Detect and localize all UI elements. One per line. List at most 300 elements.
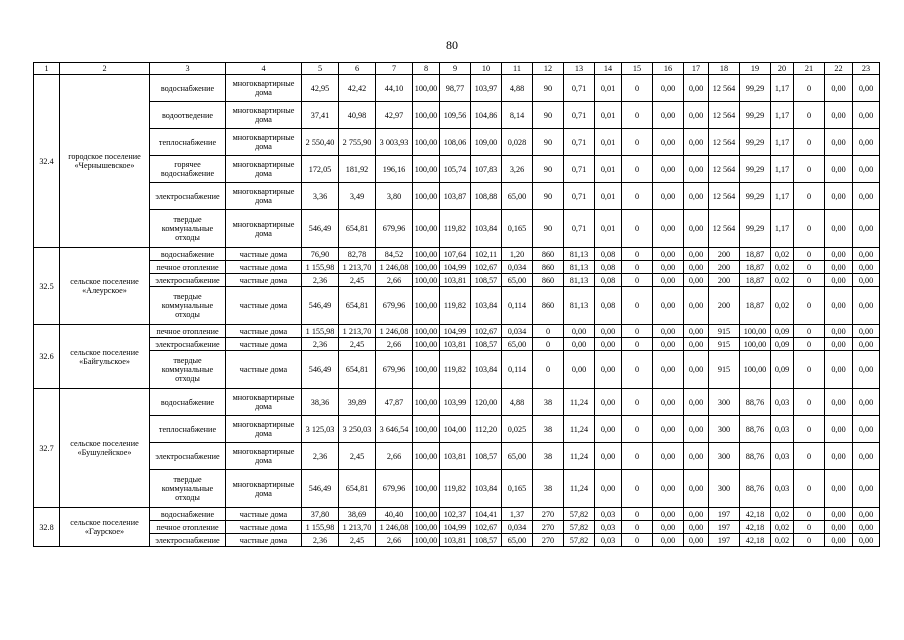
value-cell: 38 (533, 443, 564, 470)
value-cell: 1 213,70 (339, 521, 376, 534)
value-cell: 102,67 (471, 261, 502, 274)
value-cell: 88,76 (740, 443, 771, 470)
value-cell: 0,71 (564, 210, 595, 248)
value-cell: 0,00 (653, 470, 684, 508)
value-cell: 1 213,70 (339, 261, 376, 274)
value-cell: 0,00 (825, 129, 853, 156)
value-cell: 1,17 (771, 102, 794, 129)
value-cell: 0,00 (684, 183, 709, 210)
value-cell: 3,80 (376, 183, 413, 210)
service-type-cell: водоснабжение (150, 508, 226, 521)
value-cell: 108,57 (471, 274, 502, 287)
value-cell: 11,24 (564, 416, 595, 443)
value-cell: 42,18 (740, 508, 771, 521)
value-cell: 0,08 (595, 248, 622, 261)
value-cell: 90 (533, 183, 564, 210)
value-cell: 0 (794, 534, 825, 547)
value-cell: 2,66 (376, 534, 413, 547)
value-cell: 0,00 (653, 389, 684, 416)
value-cell: 1,17 (771, 156, 794, 183)
value-cell: 107,64 (440, 248, 471, 261)
value-cell: 915 (709, 338, 740, 351)
value-cell: 0,00 (825, 102, 853, 129)
value-cell: 196,16 (376, 156, 413, 183)
value-cell: 0,00 (653, 156, 684, 183)
value-cell: 0,00 (825, 534, 853, 547)
value-cell: 12 564 (709, 102, 740, 129)
column-number-header: 13 (564, 63, 595, 75)
value-cell: 3 250,03 (339, 416, 376, 443)
data-table (33, 62, 880, 547)
value-cell: 38,69 (339, 508, 376, 521)
value-cell: 0,00 (653, 210, 684, 248)
value-cell: 0,00 (853, 325, 880, 338)
value-cell: 40,40 (376, 508, 413, 521)
value-cell: 11,24 (564, 470, 595, 508)
value-cell: 0,03 (595, 521, 622, 534)
column-number-header: 9 (440, 63, 471, 75)
value-cell: 18,87 (740, 248, 771, 261)
value-cell: 0,034 (502, 261, 533, 274)
value-cell: 0,00 (853, 248, 880, 261)
value-cell: 0,00 (684, 261, 709, 274)
value-cell: 0,01 (595, 129, 622, 156)
value-cell: 100,00 (413, 389, 440, 416)
value-cell: 0 (794, 389, 825, 416)
value-cell: 84,52 (376, 248, 413, 261)
table-row (34, 287, 880, 325)
value-cell: 679,96 (376, 351, 413, 389)
value-cell: 0,00 (853, 534, 880, 547)
value-cell: 0,00 (595, 351, 622, 389)
value-cell: 103,87 (440, 183, 471, 210)
value-cell: 0,00 (653, 102, 684, 129)
settlement-number: 32.8 (34, 508, 60, 547)
value-cell: 0 (533, 325, 564, 338)
table-row (34, 274, 880, 287)
value-cell: 0 (622, 521, 653, 534)
value-cell: 40,98 (339, 102, 376, 129)
value-cell: 0,03 (771, 470, 794, 508)
value-cell: 0 (622, 287, 653, 325)
column-number-header: 12 (533, 63, 564, 75)
value-cell: 90 (533, 210, 564, 248)
table-row (34, 338, 880, 351)
value-cell: 0,00 (853, 102, 880, 129)
column-number-header: 17 (684, 63, 709, 75)
value-cell: 0,00 (853, 210, 880, 248)
value-cell: 4,88 (502, 389, 533, 416)
value-cell: 100,00 (413, 416, 440, 443)
value-cell: 0,71 (564, 156, 595, 183)
value-cell: 38,36 (302, 389, 339, 416)
value-cell: 0,02 (771, 287, 794, 325)
value-cell: 65,00 (502, 338, 533, 351)
value-cell: 0,00 (684, 287, 709, 325)
value-cell: 0,02 (771, 521, 794, 534)
value-cell: 0,00 (653, 508, 684, 521)
value-cell: 0,00 (564, 351, 595, 389)
value-cell: 2,45 (339, 534, 376, 547)
value-cell: 81,13 (564, 274, 595, 287)
value-cell: 0,00 (653, 261, 684, 274)
table-row (34, 351, 880, 389)
service-type-cell: водоснабжение (150, 75, 226, 102)
value-cell: 0,00 (684, 156, 709, 183)
value-cell: 546,49 (302, 287, 339, 325)
value-cell: 0,00 (825, 183, 853, 210)
value-cell: 0,09 (771, 338, 794, 351)
value-cell: 200 (709, 248, 740, 261)
value-cell: 57,82 (564, 521, 595, 534)
value-cell: 0,00 (653, 338, 684, 351)
value-cell: 104,41 (471, 508, 502, 521)
value-cell: 65,00 (502, 274, 533, 287)
value-cell: 1 213,70 (339, 325, 376, 338)
value-cell: 100,00 (413, 274, 440, 287)
value-cell: 1 246,08 (376, 261, 413, 274)
value-cell: 102,67 (471, 521, 502, 534)
value-cell: 0 (622, 416, 653, 443)
value-cell: 2,36 (302, 443, 339, 470)
value-cell: 103,99 (440, 389, 471, 416)
value-cell: 0 (622, 389, 653, 416)
value-cell: 3 003,93 (376, 129, 413, 156)
value-cell: 0,03 (771, 389, 794, 416)
column-number-header: 21 (794, 63, 825, 75)
column-number-header: 1 (34, 63, 60, 75)
value-cell: 197 (709, 508, 740, 521)
value-cell: 11,24 (564, 443, 595, 470)
value-cell: 0,00 (684, 75, 709, 102)
value-cell: 679,96 (376, 210, 413, 248)
value-cell: 88,76 (740, 389, 771, 416)
value-cell: 0 (794, 287, 825, 325)
value-cell: 38 (533, 416, 564, 443)
value-cell: 0,034 (502, 521, 533, 534)
housing-type-cell: частные дома (226, 508, 302, 521)
value-cell: 88,76 (740, 416, 771, 443)
value-cell: 42,95 (302, 75, 339, 102)
column-number-header: 3 (150, 63, 226, 75)
value-cell: 99,29 (740, 183, 771, 210)
value-cell: 107,83 (471, 156, 502, 183)
value-cell: 103,81 (440, 443, 471, 470)
value-cell: 0,00 (853, 508, 880, 521)
service-type-cell: твердые коммунальные отходы (150, 210, 226, 248)
value-cell: 0,00 (853, 75, 880, 102)
value-cell: 270 (533, 521, 564, 534)
value-cell: 18,87 (740, 287, 771, 325)
value-cell: 0,00 (684, 443, 709, 470)
table-header-row (34, 63, 880, 75)
value-cell: 100,00 (413, 183, 440, 210)
value-cell: 0,165 (502, 210, 533, 248)
value-cell: 0,00 (853, 443, 880, 470)
value-cell: 39,89 (339, 389, 376, 416)
service-type-cell: теплоснабжение (150, 416, 226, 443)
value-cell: 100,00 (413, 521, 440, 534)
value-cell: 3,36 (302, 183, 339, 210)
value-cell: 0,00 (653, 351, 684, 389)
service-type-cell: горячее водоснабжение (150, 156, 226, 183)
value-cell: 99,29 (740, 129, 771, 156)
value-cell: 0,00 (684, 248, 709, 261)
table-row (34, 156, 880, 183)
value-cell: 0,00 (653, 129, 684, 156)
value-cell: 0,00 (595, 416, 622, 443)
value-cell: 76,90 (302, 248, 339, 261)
value-cell: 0 (622, 183, 653, 210)
value-cell: 100,00 (413, 287, 440, 325)
value-cell: 1 246,08 (376, 521, 413, 534)
value-cell: 81,13 (564, 248, 595, 261)
value-cell: 0,00 (853, 274, 880, 287)
value-cell: 300 (709, 443, 740, 470)
table-row (34, 183, 880, 210)
value-cell: 37,41 (302, 102, 339, 129)
service-type-cell: твердые коммунальные отходы (150, 351, 226, 389)
housing-type-cell: частные дома (226, 338, 302, 351)
value-cell: 679,96 (376, 287, 413, 325)
value-cell: 0 (794, 183, 825, 210)
table-row (34, 325, 880, 338)
value-cell: 0,00 (825, 325, 853, 338)
value-cell: 100,00 (413, 534, 440, 547)
value-cell: 0,00 (825, 508, 853, 521)
value-cell: 654,81 (339, 470, 376, 508)
value-cell: 2,66 (376, 274, 413, 287)
value-cell: 0,09 (771, 351, 794, 389)
value-cell: 0,00 (853, 470, 880, 508)
value-cell: 1,17 (771, 210, 794, 248)
value-cell: 103,81 (440, 338, 471, 351)
value-cell: 0,00 (825, 521, 853, 534)
value-cell: 0,00 (825, 416, 853, 443)
value-cell: 0,00 (825, 274, 853, 287)
value-cell: 1 155,98 (302, 261, 339, 274)
value-cell: 100,00 (413, 443, 440, 470)
value-cell: 0 (622, 248, 653, 261)
value-cell: 100,00 (413, 325, 440, 338)
value-cell: 0,02 (771, 248, 794, 261)
value-cell: 37,80 (302, 508, 339, 521)
value-cell: 0,028 (502, 129, 533, 156)
value-cell: 18,87 (740, 274, 771, 287)
value-cell: 108,06 (440, 129, 471, 156)
value-cell: 0,71 (564, 129, 595, 156)
housing-type-cell: многоквартирные дома (226, 156, 302, 183)
value-cell: 0 (622, 325, 653, 338)
value-cell: 0 (622, 470, 653, 508)
settlement-number: 32.6 (34, 325, 60, 389)
value-cell: 0,034 (502, 325, 533, 338)
value-cell: 81,13 (564, 287, 595, 325)
value-cell: 42,42 (339, 75, 376, 102)
table-row (34, 416, 880, 443)
value-cell: 0,114 (502, 287, 533, 325)
settlement-name: сельское поселение «Гаурское» (60, 508, 150, 547)
value-cell: 0,02 (771, 534, 794, 547)
value-cell: 102,37 (440, 508, 471, 521)
value-cell: 0 (794, 274, 825, 287)
value-cell: 0,00 (595, 470, 622, 508)
value-cell: 546,49 (302, 351, 339, 389)
value-cell: 100,00 (413, 129, 440, 156)
value-cell: 11,24 (564, 389, 595, 416)
value-cell: 860 (533, 287, 564, 325)
value-cell: 120,00 (471, 389, 502, 416)
table-row (34, 75, 880, 102)
value-cell: 0,00 (653, 443, 684, 470)
value-cell: 103,84 (471, 210, 502, 248)
service-type-cell: печное отопление (150, 521, 226, 534)
value-cell: 100,00 (413, 351, 440, 389)
value-cell: 0 (794, 521, 825, 534)
value-cell: 0,00 (825, 351, 853, 389)
value-cell: 104,99 (440, 261, 471, 274)
value-cell: 0,00 (684, 521, 709, 534)
value-cell: 0,08 (595, 274, 622, 287)
housing-type-cell: многоквартирные дома (226, 129, 302, 156)
housing-type-cell: частные дома (226, 521, 302, 534)
value-cell: 1,17 (771, 75, 794, 102)
value-cell: 2 550,40 (302, 129, 339, 156)
value-cell: 0 (794, 102, 825, 129)
value-cell: 0,00 (825, 248, 853, 261)
value-cell: 0 (794, 325, 825, 338)
value-cell: 108,57 (471, 338, 502, 351)
value-cell: 103,97 (471, 75, 502, 102)
value-cell: 300 (709, 416, 740, 443)
settlement-number: 32.5 (34, 248, 60, 325)
value-cell: 104,00 (440, 416, 471, 443)
value-cell: 88,76 (740, 470, 771, 508)
value-cell: 0,00 (595, 338, 622, 351)
value-cell: 99,29 (740, 75, 771, 102)
value-cell: 0 (622, 75, 653, 102)
value-cell: 65,00 (502, 443, 533, 470)
settlement-name: сельское поселение «Бушулейское» (60, 389, 150, 508)
value-cell: 2,36 (302, 338, 339, 351)
value-cell: 119,82 (440, 210, 471, 248)
column-number-header: 7 (376, 63, 413, 75)
value-cell: 0 (622, 156, 653, 183)
column-number-header: 2 (60, 63, 150, 75)
value-cell: 105,74 (440, 156, 471, 183)
value-cell: 0,00 (853, 156, 880, 183)
value-cell: 112,20 (471, 416, 502, 443)
value-cell: 103,84 (471, 287, 502, 325)
value-cell: 0,03 (771, 416, 794, 443)
value-cell: 108,57 (471, 534, 502, 547)
value-cell: 99,29 (740, 102, 771, 129)
value-cell: 98,77 (440, 75, 471, 102)
service-type-cell: электроснабжение (150, 534, 226, 547)
value-cell: 2,45 (339, 338, 376, 351)
table-row (34, 129, 880, 156)
housing-type-cell: частные дома (226, 351, 302, 389)
value-cell: 0,02 (771, 508, 794, 521)
value-cell: 0 (622, 102, 653, 129)
value-cell: 0,00 (825, 287, 853, 325)
value-cell: 0,00 (825, 443, 853, 470)
value-cell: 0,00 (653, 287, 684, 325)
value-cell: 0,00 (653, 416, 684, 443)
value-cell: 12 564 (709, 156, 740, 183)
value-cell: 0 (794, 443, 825, 470)
value-cell: 1 246,08 (376, 325, 413, 338)
settlement-name: сельское поселение «Байгульское» (60, 325, 150, 389)
value-cell: 0,00 (684, 102, 709, 129)
value-cell: 300 (709, 470, 740, 508)
service-type-cell: твердые коммунальные отходы (150, 470, 226, 508)
value-cell: 12 564 (709, 210, 740, 248)
value-cell: 860 (533, 274, 564, 287)
value-cell: 42,18 (740, 534, 771, 547)
value-cell: 1,17 (771, 183, 794, 210)
value-cell: 0,00 (595, 443, 622, 470)
value-cell: 0 (622, 534, 653, 547)
table-row (34, 521, 880, 534)
column-number-header: 15 (622, 63, 653, 75)
value-cell: 108,88 (471, 183, 502, 210)
value-cell: 2 755,90 (339, 129, 376, 156)
value-cell: 0,00 (853, 261, 880, 274)
housing-type-cell: частные дома (226, 261, 302, 274)
table-row (34, 389, 880, 416)
value-cell: 18,87 (740, 261, 771, 274)
value-cell: 100,00 (413, 261, 440, 274)
value-cell: 100,00 (413, 248, 440, 261)
table-row (34, 210, 880, 248)
value-cell: 915 (709, 351, 740, 389)
value-cell: 200 (709, 287, 740, 325)
value-cell: 12 564 (709, 75, 740, 102)
value-cell: 109,56 (440, 102, 471, 129)
service-type-cell: печное отопление (150, 325, 226, 338)
value-cell: 0,00 (684, 351, 709, 389)
value-cell: 38 (533, 470, 564, 508)
housing-type-cell: многоквартирные дома (226, 183, 302, 210)
value-cell: 65,00 (502, 183, 533, 210)
settlement-name: сельское поселение «Алеурское» (60, 248, 150, 325)
service-type-cell: водоотведение (150, 102, 226, 129)
value-cell: 3,49 (339, 183, 376, 210)
value-cell: 100,00 (413, 156, 440, 183)
column-number-header: 4 (226, 63, 302, 75)
value-cell: 103,84 (471, 351, 502, 389)
column-number-header: 22 (825, 63, 853, 75)
value-cell: 0,00 (853, 351, 880, 389)
service-type-cell: электроснабжение (150, 183, 226, 210)
service-type-cell: электроснабжение (150, 274, 226, 287)
value-cell: 100,00 (413, 210, 440, 248)
service-type-cell: водоснабжение (150, 248, 226, 261)
value-cell: 860 (533, 248, 564, 261)
housing-type-cell: частные дома (226, 325, 302, 338)
value-cell: 0 (794, 416, 825, 443)
value-cell: 100,00 (740, 338, 771, 351)
value-cell: 0,00 (653, 534, 684, 547)
value-cell: 0 (794, 75, 825, 102)
housing-type-cell: многоквартирные дома (226, 102, 302, 129)
value-cell: 0 (794, 508, 825, 521)
table-row (34, 261, 880, 274)
value-cell: 3 646,54 (376, 416, 413, 443)
value-cell: 0,00 (825, 389, 853, 416)
value-cell: 0,00 (684, 416, 709, 443)
